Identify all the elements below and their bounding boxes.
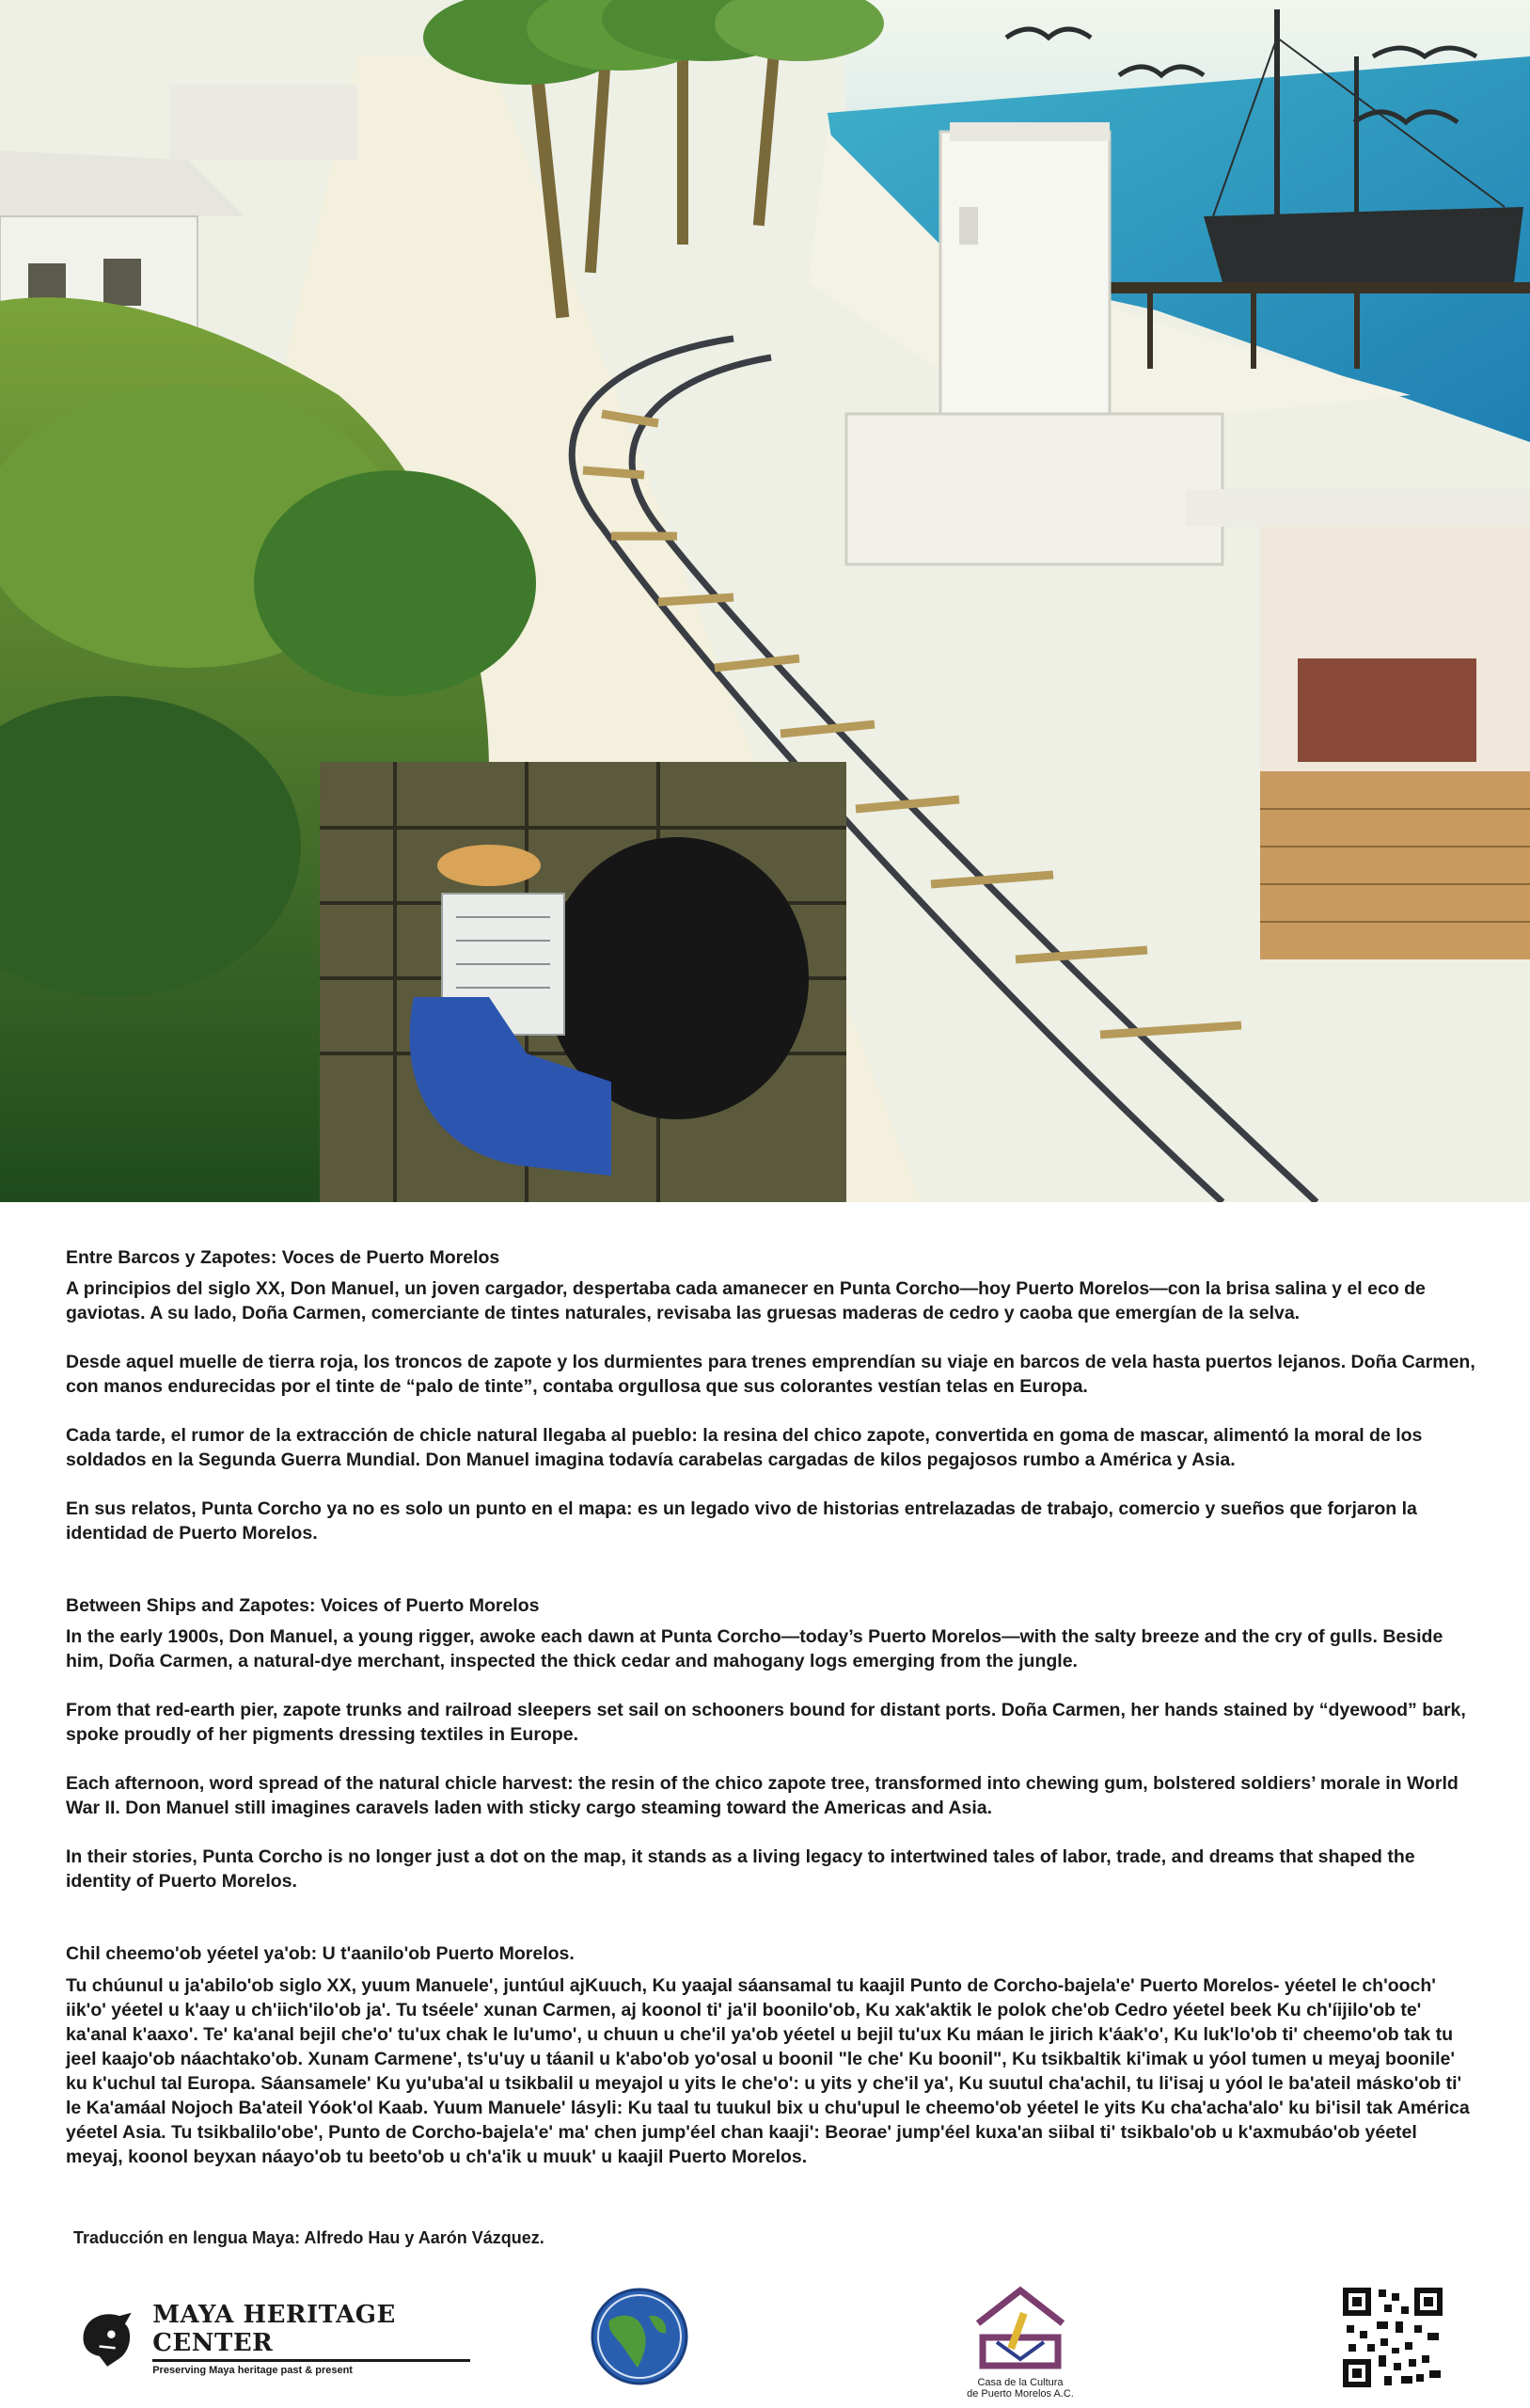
logo-row bbox=[0, 2276, 1530, 2408]
english-title: Between Ships and Zapotes: Voices of Puerto Morelos bbox=[66, 1595, 540, 1616]
text-area bbox=[66, 1246, 1476, 2218]
maya-paragraph: Tu chúunul u ja'abilo'ob siglo XX, yuum Manuele', juntúul ajKuuch, Ku yaajal sáansamal tu kaajil Punto de Corcho-bajela'e' Puerto Morelos- yéetel le ch'ooch' iik'o' yéetel u k'aay u ch'iich'ilo'ob ja'. Tu tséele' xunan Carmen, aj koonol ti' ja'il boonilo'ob, Ku xak'aktik le polok che'ob Cedro yéetel beek Ku ch'íijilo'ob te' ka'anal k'aaxo'. Te' ka'anal bejil che'o' tu'ux chak le lu'umo', u chuun u che'il ya'ob yéetel u bejil tu'ux Ku máan le jirich k'áak'o', Ku luk'lo'ob ti' cheemo'ob tak tu jeel kaajo'ob náachtako'ob. Xunam Carmene', ts'u'uy u táanil u k'abo'ob yo'osal u boonil "le che' Ku boonil", Ku tsikbaltik ki'imak u yóol tumen u meyaj boonile' ku k'uchul tal Europa. Sáansamele' Ku yu'uba'al u tsikbalil u meyajol u yits le che'o': u yits y che'il ya', Ku suutul cha'achil, tu li'isaj u yóol le ba'ateil másko'ob ti' le Ka'amáal Nojoch Ba'ateil Yóok'ol Kaab. Yuum Manuele' lásyli: Ku taal tu tuukul bix u chu'upul le cheemo'ob yéetel le yits Ku cha'acha'alo' ku bi'isil tak América yéetel Asia. Tu tsikbalilo'obe', Punto de Corcho-bajela'e' ma' chen jump'éel chan kaaji': Beorae' jump'éel kuxa'an siibal ti' tsikbalo'ob u k'axmubáo'ob yéetel meyaj, koonol beyxan náayo'ob tu beeto'ob u ch'a'ik u muuk' u kaajil Puerto Morelos. bbox=[66, 1975, 1470, 2167]
maya-title: Chil cheemo'ob yéetel ya'ob: U t'aanilo'ob Puerto Morelos. bbox=[66, 1943, 575, 1964]
translation-credit: Traducción en lengua Maya: Alfredo Hau y Aarón Vázquez. bbox=[73, 2228, 544, 2247]
english-paragraph: In the early 1900s, Don Manuel, a young rigger, awoke each dawn at Punta Corcho—today’s Puerto Morelos—with the salty breeze and the cry of gulls. Beside him, Doña Carmen, a natural-dye merchant, inspected the thick cedar and mahogany logs emerging from the jungle. bbox=[66, 1626, 1443, 1671]
spanish-section bbox=[66, 1246, 1476, 1545]
mhc-name: MAYA HERITAGE CENTER bbox=[152, 2301, 470, 2362]
mhc-tagline: Preserving Maya heritage past & present bbox=[152, 2365, 353, 2376]
globe-map-logo bbox=[591, 2288, 688, 2385]
casa-name-line1: Casa de la Cultura bbox=[977, 2377, 1064, 2388]
spanish-title: Entre Barcos y Zapotes: Voces de Puerto Morelos bbox=[66, 1247, 500, 1268]
spanish-paragraph: Cada tarde, el rumor de la extracción de chicle natural llegaba al pueblo: la resina del chico zapote, convertida en goma de mascar, alimentó la moral de los soldados en la Segunda Guerra Mundial. Don Manuel imagina todavía carabelas cargadas de kilos pegajosos rumbo a América y Asia. bbox=[66, 1425, 1423, 1470]
english-section bbox=[66, 1594, 1476, 1893]
maya-head-icon bbox=[75, 2301, 139, 2376]
english-paragraph: In their stories, Punta Corcho is no longer just a dot on the map, it stands as a living legacy to intertwined tales of labor, trade, and dreams that shaped the identity of Puerto Morelos. bbox=[66, 1846, 1415, 1892]
english-paragraph: From that red-earth pier, zapote trunks and railroad sleepers set sail on schooners bound for distant ports. Doña Carmen, her hands stained by “dyewood” bark, spoke proudly of her pigments dressing textiles in Europe. bbox=[66, 1700, 1466, 1745]
casa-name-line2: de Puerto Morelos A.C. bbox=[967, 2388, 1074, 2400]
spanish-paragraph: Desde aquel muelle de tierra roja, los troncos de zapote y los durmientes para trenes emprendían su viaje en barcos de vela hasta puertos lejanos. Doña Carmen, con manos endurecidas por el tinte de “palo de tinte”, contaba orgullosa que sus colorantes vestían telas en Europa. bbox=[66, 1352, 1475, 1397]
maya-heritage-center-logo bbox=[75, 2301, 470, 2376]
casa-house-icon bbox=[969, 2286, 1072, 2372]
casa-de-la-cultura-logo bbox=[959, 2286, 1081, 2406]
spanish-paragraph: A principios del siglo XX, Don Manuel, un joven cargador, despertaba cada amanecer en Punta Corcho—hoy Puerto Morelos—con la brisa salina y el eco de gaviotas. A su lado, Doña Carmen, comerciante de tintes naturales, revisaba las gruesas maderas de cedro y caoba que emergían de la selva. bbox=[66, 1278, 1426, 1323]
english-paragraph: Each afternoon, word spread of the natural chicle harvest: the resin of the chico zapote tree, transformed into chewing gum, bolstered soldiers’ morale in World War II. Don Manuel still imagines caravels laden with sticky cargo steaming toward the Americas and Asia. bbox=[66, 1773, 1459, 1818]
maya-section bbox=[66, 1942, 1476, 2169]
spanish-paragraph: En sus relatos, Punta Corcho ya no es solo un punto en el mapa: es un legado vivo de historias entrelazadas de trabajo, comercio y sueños que forjaron la identidad de Puerto Morelos. bbox=[66, 1498, 1417, 1544]
qr-code-icon[interactable] bbox=[1343, 2288, 1443, 2387]
mural-painting bbox=[0, 0, 1530, 1202]
